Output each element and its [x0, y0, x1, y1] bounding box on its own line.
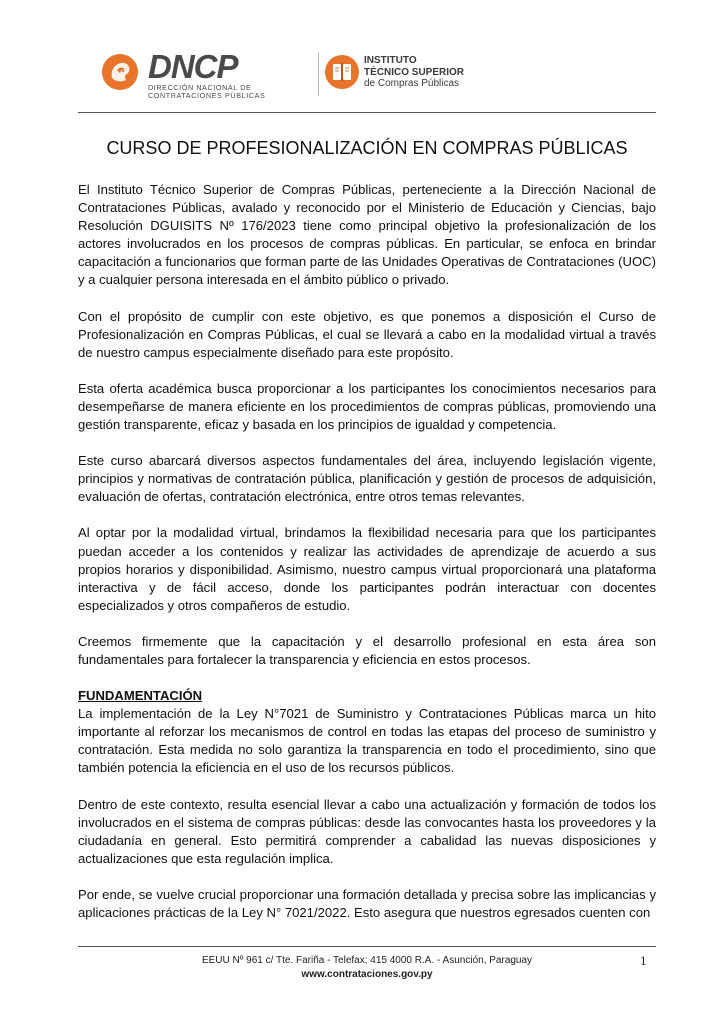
body-paragraph: Al optar por la modalidad virtual, brindamos la flexibilidad necesaria para que los participantes puedan acceder a los contenidos y realizar las actividades de aprendizaje de acuerdo a sus propios horarios y disponibilidad. Asimismo, nuestro campus virtual proporcionará una plataforma interactiva y de fácil acceso, donde los participantes podrán interactuar con docentes especializados y otros compañeros de estudio.	[78, 525, 656, 613]
dncp-lion-logo-icon	[100, 52, 140, 92]
institute-book-logo-icon	[324, 54, 360, 90]
body-paragraph: Creemos firmemente que la capacitación y el desarrollo profesional en esta área son fundamentales para fortalecer la transparencia y eficiencia en estos procesos.	[78, 633, 656, 667]
section-heading: FUNDAMENTACIÓN	[78, 688, 203, 704]
footer-address: EEUU Nº 961 c/ Tte. Fariña - Telefax: 415 4000 R.A. - Asunción, Paraguay	[201, 955, 533, 966]
section-paragraph: Dentro de este contexto, resulta esencial llevar a cabo una actualización y formación de todos los involucrados en el sistema de compras públicas: desde las convocantes hasta los proveedores y la ciudadanía en general. Esto permitirá comprender a cabalidad las nuevas disposiciones y actualizaciones que esta regulación implica.	[78, 796, 656, 866]
body-paragraph: Con el propósito de cumplir con este objetivo, es que ponemos a disposición el Curso de Profesionalización en Compras Públicas, el cual se llevará a cabo en la modalidad virtual a través de nuestro campus especialmente diseñado para este propósito.	[78, 308, 656, 360]
section-paragraph: Por ende, se vuelve crucial proporcionar una formación detallada y precisa sobre las implicancias y aplicaciones prácticas de la Ley N° 7021/2022. Esto asegura que nuestros egresados cuenten con	[78, 886, 656, 920]
body-paragraph: Este curso abarcará diversos aspectos fundamentales del área, incluyendo legislación vigente, principios y normativas de contratación pública, planificación y gestión de procesos de adquisición, evaluación de ofertas, contratación electrónica, entre otros temas relevantes.	[78, 453, 656, 505]
body-paragraph: El Instituto Técnico Superior de Compras Públicas, perteneciente a la Dirección Nacional de Contrataciones Públicas, avalado y reconocido por el Ministerio de Educación y Ciencias, bajo Resolución DGUISITS Nº 176/2023 tiene como principal objetivo la profesionalización de los actores involucrados en los procesos de compras públicas. En particular, se enfoca en brindar capacitación a funcionarios que forman parte de las Unidades Operativas de Contrataciones (UOC) y a cualquier persona interesada en el ámbito público o privado.	[78, 182, 656, 288]
dncp-subtitle-line2: CONTRATACIONES PÚBLICAS	[148, 91, 266, 100]
header-rule	[78, 112, 656, 113]
body-paragraph: Esta oferta académica busca proporcionar a los participantes los conocimientos necesarios para desempeñarse de manera eficiente en los procedimientos de compras públicas, promoviendo una gestión transparente, eficaz y basada en los principios de igualdad y competencia.	[78, 380, 656, 433]
logo-divider	[318, 52, 319, 96]
institute-logo-text	[364, 55, 464, 90]
page-header	[78, 44, 656, 108]
dncp-subtitle-line1: DIRECCIÓN NACIONAL DE	[148, 83, 252, 92]
page-number: 1	[640, 953, 647, 968]
institute-line2: TÉCNICO SUPERIOR	[364, 66, 465, 78]
document-body	[78, 181, 656, 940]
footer-rule	[78, 946, 656, 947]
institute-line3: de Compras Públicas	[364, 78, 460, 89]
document-title: CURSO DE PROFESIONALIZACIÓN EN COMPRAS PÚBLICAS	[106, 138, 628, 158]
footer-website-link[interactable]: www.contrataciones.gov.py	[301, 969, 433, 980]
dncp-logo-text: DNCP	[148, 48, 238, 85]
dncp-logo-subtitle	[148, 84, 265, 100]
institute-line1: INSTITUTO	[364, 55, 417, 66]
section-paragraph: La implementación de la Ley N°7021 de Suministro y Contrataciones Públicas marca un hito importante al reforzar los mecanismos de control en todas las etapas del proceso de suministro y contratación. Esta medida no solo garantiza la transparencia en todo el procedimiento, sino que también potencia la eficiencia en el uso de los recursos públicos.	[78, 706, 656, 776]
